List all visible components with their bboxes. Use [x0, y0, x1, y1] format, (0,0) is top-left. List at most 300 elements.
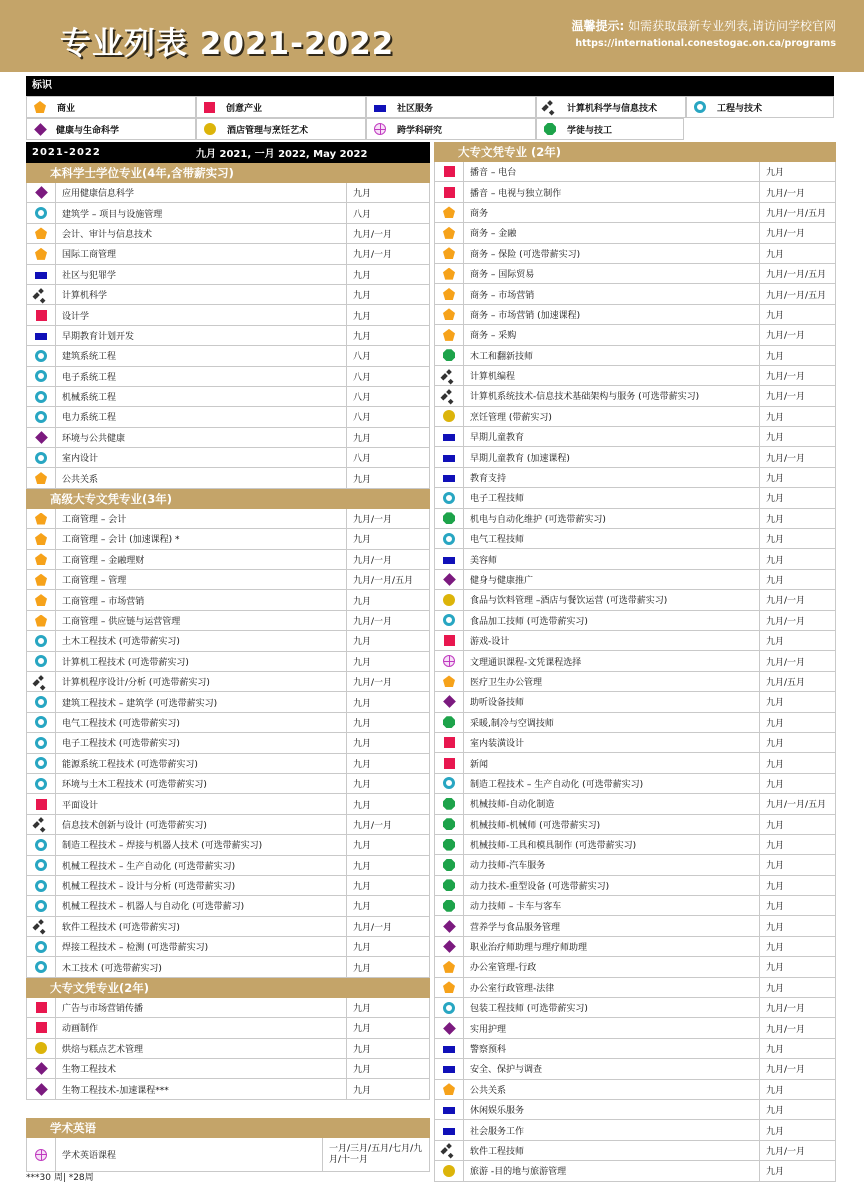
program-intake: 九月 — [766, 1167, 785, 1178]
program-intake: 九月 — [353, 291, 372, 302]
program-row — [26, 1059, 430, 1079]
hospitality-culinary-icon — [443, 1165, 455, 1177]
program-name: 工商管理 – 供应链与运营管理 — [56, 611, 347, 630]
program-row — [26, 550, 430, 570]
icon-cell — [27, 448, 56, 467]
program-name: 设计学 — [56, 305, 347, 324]
program-name: 实用护理 — [464, 1018, 760, 1037]
business-icon — [443, 308, 455, 320]
program-intake: 九月 — [353, 657, 372, 668]
program-row — [434, 305, 836, 325]
icon-cell — [27, 590, 56, 609]
legend-label: 创意产业 — [226, 103, 263, 114]
program-row — [26, 937, 430, 957]
icon-cell — [435, 570, 464, 589]
icon-cell — [435, 1141, 464, 1160]
creative-industries-icon — [444, 758, 455, 769]
legend-item — [686, 96, 834, 118]
footnote: ***30 周| *28周 — [26, 1173, 94, 1183]
icon-cell — [435, 998, 464, 1017]
icon-cell — [435, 794, 464, 813]
program-row — [26, 265, 430, 285]
program-name: 动画制作 — [56, 1018, 347, 1037]
program-intake: 九月 — [353, 433, 372, 444]
program-name: 商务 – 市场营销 — [464, 284, 760, 303]
program-name: 商务 – 市场营销 (加速课程) — [464, 305, 760, 324]
program-intake: 九月/一月 — [766, 372, 806, 383]
program-row — [26, 1018, 430, 1038]
program-name: 建筑工程技术 – 建筑学 (可选带薪实习) — [56, 692, 347, 711]
program-row — [434, 957, 836, 977]
program-name: 公共关系 — [464, 1080, 760, 1099]
business-icon — [35, 594, 47, 606]
program-name: 动力技师-汽车服务 — [464, 855, 760, 874]
program-name: 室内设计 — [56, 448, 347, 467]
program-intake: 九月 — [766, 249, 785, 260]
program-row — [434, 774, 836, 794]
program-row — [26, 856, 430, 876]
program-row — [26, 529, 430, 549]
icon-cell — [27, 631, 56, 650]
program-row — [434, 1039, 836, 1059]
program-row — [434, 815, 836, 835]
program-row — [26, 448, 430, 468]
engineering-icon — [35, 696, 47, 708]
program-intake: 八月 — [353, 372, 372, 383]
engineering-icon — [35, 370, 47, 382]
business-icon — [443, 961, 455, 973]
creative-industries-icon — [444, 187, 455, 198]
computer-it-icon — [35, 676, 47, 688]
program-name: 机械技师-自动化制造 — [464, 794, 760, 813]
icon-cell — [27, 570, 56, 589]
program-name: 动力技术-重型设备 (可选带薪实习) — [464, 876, 760, 895]
program-row — [26, 917, 430, 937]
icon-cell — [27, 957, 56, 976]
interdisciplinary-icon — [374, 123, 386, 135]
program-intake: 九月 — [353, 698, 372, 709]
program-row — [434, 794, 836, 814]
program-row — [26, 957, 430, 977]
right-column — [434, 142, 836, 1182]
icon-cell — [27, 387, 56, 406]
program-row — [26, 224, 430, 244]
program-name: 工商管理 – 会计 (加速课程) * — [56, 529, 347, 548]
icon-cell — [27, 1018, 56, 1037]
program-row — [434, 651, 836, 671]
program-row — [434, 753, 836, 773]
program-row — [434, 284, 836, 304]
community-services-icon — [35, 272, 47, 279]
program-name: 商务 – 金融 — [464, 223, 760, 242]
trades-apprenticeship-icon — [443, 879, 455, 891]
program-row — [26, 652, 430, 672]
health-life-sciences-icon — [35, 1083, 48, 1096]
creative-industries-icon — [444, 737, 455, 748]
program-row — [434, 346, 836, 366]
health-life-sciences-icon — [443, 573, 456, 586]
business-icon — [443, 675, 455, 687]
program-intake: 九月 — [766, 535, 785, 546]
icon-cell — [435, 1120, 464, 1139]
program-row — [26, 835, 430, 855]
engineering-icon — [35, 900, 47, 912]
icon-cell — [27, 774, 56, 793]
engineering-icon — [35, 716, 47, 728]
icon-cell — [435, 529, 464, 548]
program-name: 早期儿童教育 — [464, 427, 760, 446]
program-row — [434, 672, 836, 692]
program-name: 商务 — [464, 203, 760, 222]
program-row — [26, 590, 430, 610]
program-intake: 九月/一月 — [766, 1146, 806, 1157]
trades-apprenticeship-icon — [443, 798, 455, 810]
program-intake: 九月 — [353, 841, 372, 852]
creative-industries-icon — [204, 102, 215, 113]
program-name: 教育支持 — [464, 468, 760, 487]
icon-cell — [435, 325, 464, 344]
program-row — [434, 549, 836, 569]
engineering-icon — [35, 207, 47, 219]
icon-cell — [435, 753, 464, 772]
interdisciplinary-icon — [35, 1149, 47, 1161]
program-intake: 九月 — [353, 882, 372, 893]
program-row — [434, 631, 836, 651]
program-name: 新闻 — [464, 753, 760, 772]
program-row — [434, 733, 836, 753]
computer-it-icon — [443, 1144, 455, 1156]
icon-cell — [435, 182, 464, 201]
engineering-icon — [443, 492, 455, 504]
health-life-sciences-icon — [35, 186, 48, 199]
tip-text: 如需获取最新专业列表,请访问学校官网 — [628, 19, 836, 33]
program-row — [434, 244, 836, 264]
program-row — [434, 835, 836, 855]
business-icon — [443, 329, 455, 341]
icon-cell — [435, 203, 464, 222]
program-intake: 九月/一月 — [353, 515, 393, 526]
icon-cell — [435, 896, 464, 915]
program-row — [434, 998, 836, 1018]
program-intake: 九月/一月 — [766, 1004, 806, 1015]
legend-item — [26, 96, 196, 118]
diploma-left-section-title: 大专文凭专业(2年) — [26, 978, 430, 998]
program-name: 公共关系 — [56, 468, 347, 487]
icon-cell — [27, 244, 56, 263]
program-intake: 九月/一月 — [766, 1024, 806, 1035]
program-name: 医疗卫生办公管理 — [464, 672, 760, 691]
legend-label: 学徒与技工 — [567, 125, 613, 136]
program-intake: 九月/一月 — [766, 392, 806, 403]
community-services-icon — [443, 1066, 455, 1073]
creative-industries-icon — [36, 310, 47, 321]
icon-cell — [27, 203, 56, 222]
legend-item — [366, 118, 536, 140]
business-icon — [443, 981, 455, 993]
program-row — [26, 305, 430, 325]
program-intake: 九月 — [766, 963, 785, 974]
program-name: 食品与饮料管理 –酒店与餐饮运营 (可选带薪实习) — [464, 590, 760, 609]
creative-industries-icon — [36, 799, 47, 810]
program-intake: 九月 — [353, 311, 372, 322]
program-name: 应用健康信息科学 — [56, 183, 347, 202]
program-row — [434, 1100, 836, 1120]
program-name: 游戏-设计 — [464, 631, 760, 650]
website-link[interactable]: https://international.conestogac.on.ca/programs — [575, 38, 836, 49]
legend-item — [536, 96, 686, 118]
trades-apprenticeship-icon — [443, 512, 455, 524]
program-intake: 九月/一月 — [353, 820, 393, 831]
program-intake: 九月 — [766, 881, 785, 892]
program-name: 社区与犯罪学 — [56, 265, 347, 284]
business-icon — [35, 553, 47, 565]
engineering-icon — [35, 411, 47, 423]
icon-cell — [435, 713, 464, 732]
legend-label: 计算机科学与信息技术 — [567, 103, 658, 114]
program-intake: 九月 — [353, 1004, 372, 1015]
program-name: 能源系统工程技术 (可选带薪实习) — [56, 754, 347, 773]
icon-cell — [27, 468, 56, 487]
program-name: 采暖,制冷与空调技师 — [464, 713, 760, 732]
icon-cell — [435, 549, 464, 568]
program-row — [26, 367, 430, 387]
icon-cell — [27, 1138, 56, 1171]
program-row — [26, 326, 430, 346]
program-intake: 九月 — [353, 1024, 372, 1035]
business-icon — [443, 206, 455, 218]
business-icon — [35, 227, 47, 239]
program-name: 工商管理 – 管理 — [56, 570, 347, 589]
legend-item — [366, 96, 536, 118]
program-name: 机械工程技术 – 机器人与自动化 (可选带薪习) — [56, 896, 347, 915]
program-name: 警察预科 — [464, 1039, 760, 1058]
program-name: 电子工程技师 — [464, 488, 760, 507]
icon-cell — [435, 774, 464, 793]
business-icon — [443, 288, 455, 300]
program-name: 制造工程技术 – 焊接与机器人技术 (可选带薪实习) — [56, 835, 347, 854]
business-icon — [443, 247, 455, 259]
icon-cell — [435, 509, 464, 528]
program-name: 电气工程技术 (可选带薪实习) — [56, 713, 347, 732]
program-intake: 九月 — [353, 1044, 372, 1055]
program-name: 助听设备技师 — [464, 692, 760, 711]
icon-cell — [27, 1059, 56, 1078]
program-name: 健身与健康推广 — [464, 570, 760, 589]
program-intake: 一月/三月/五月/七月/九月/十一月 — [329, 1143, 423, 1165]
business-icon — [35, 574, 47, 586]
business-icon — [443, 268, 455, 280]
program-intake: 八月 — [353, 413, 372, 424]
icon-cell — [27, 367, 56, 386]
icon-cell — [435, 1018, 464, 1037]
program-row — [434, 182, 836, 202]
icon-cell — [27, 265, 56, 284]
program-name: 会计、审计与信息技术 — [56, 224, 347, 243]
icon-cell — [435, 488, 464, 507]
icon-cell — [435, 957, 464, 976]
program-name: 计算机科学 — [56, 285, 347, 304]
program-intake: 九月 — [766, 922, 785, 933]
program-intake: 九月 — [766, 555, 785, 566]
icon-cell — [27, 856, 56, 875]
program-intake: 九月 — [766, 841, 785, 852]
icon-cell — [27, 876, 56, 895]
program-name: 商务 – 保险 (可选带薪实习) — [464, 244, 760, 263]
program-intake: 九月 — [766, 820, 785, 831]
program-intake: 八月 — [353, 352, 372, 363]
icon-cell — [27, 754, 56, 773]
icon-cell — [435, 855, 464, 874]
legend-label: 社区服务 — [397, 103, 434, 114]
program-name: 商务 – 采购 — [464, 325, 760, 344]
program-row — [26, 672, 430, 692]
program-intake: 九月 — [353, 189, 372, 200]
program-intake: 九月 — [766, 943, 785, 954]
business-icon — [35, 248, 47, 260]
icon-cell — [435, 264, 464, 283]
program-intake: 九月/一月 — [353, 617, 393, 627]
program-row — [434, 978, 836, 998]
program-name: 安全、保护与调查 — [464, 1059, 760, 1078]
icon-cell — [435, 468, 464, 487]
program-intake: 九月 — [353, 270, 372, 281]
academic-year: 2021-2022 — [32, 147, 101, 158]
program-name: 动力技师 – 卡车与客车 — [464, 896, 760, 915]
program-name: 机械工程技术 – 生产自动化 (可选带薪实习) — [56, 856, 347, 875]
community-services-icon — [443, 455, 455, 462]
program-name: 机电与自动化维护 (可选带薪实习) — [464, 509, 760, 528]
program-row — [26, 794, 430, 814]
program-name: 电子工程技术 (可选带薪实习) — [56, 733, 347, 752]
trades-apprenticeship-icon — [443, 839, 455, 851]
program-intake: 八月 — [353, 209, 372, 220]
program-row — [26, 631, 430, 651]
engineering-icon — [35, 635, 47, 647]
icon-cell — [27, 1039, 56, 1058]
icon-cell — [435, 447, 464, 466]
program-row — [26, 428, 430, 448]
advanced-diploma-section-title: 高级大专文凭专业(3年) — [26, 489, 430, 509]
tip-label: 温馨提示: — [571, 19, 625, 33]
icon-cell — [435, 1080, 464, 1099]
program-name: 工商管理 – 金融理财 — [56, 550, 347, 569]
program-row — [434, 162, 836, 182]
business-icon — [443, 227, 455, 239]
icon-cell — [27, 692, 56, 711]
program-intake: 九月 — [353, 902, 372, 913]
program-intake: 九月 — [353, 861, 372, 872]
program-row — [26, 183, 430, 203]
trades-apprenticeship-icon — [544, 123, 556, 135]
program-row — [434, 692, 836, 712]
icon-cell — [435, 386, 464, 405]
program-name: 生物工程技术-加速课程*** — [56, 1079, 347, 1098]
program-intake: 九月 — [766, 412, 785, 423]
program-name: 室内装潢设计 — [464, 733, 760, 752]
program-name: 社会服务工作 — [464, 1120, 760, 1139]
hospitality-culinary-icon — [204, 123, 216, 135]
legend-item — [26, 118, 196, 140]
program-name: 广告与市场营销传播 — [56, 998, 347, 1017]
trades-apprenticeship-icon — [443, 859, 455, 871]
program-name: 包装工程技师 (可选带薪实习) — [464, 998, 760, 1017]
program-intake: 九月 — [353, 800, 372, 811]
diploma-right-section-title: 大专文凭专业 (2年) — [434, 142, 836, 162]
program-row — [434, 447, 836, 467]
program-intake: 九月 — [766, 779, 785, 790]
icon-cell — [27, 713, 56, 732]
program-row — [434, 264, 836, 284]
icon-cell — [435, 733, 464, 752]
program-intake: 九月 — [353, 759, 372, 770]
program-row — [434, 1018, 836, 1038]
program-name: 木工技术 (可选带薪实习) — [56, 957, 347, 976]
engineering-icon — [35, 350, 47, 362]
program-intake: 九月 — [766, 1085, 785, 1096]
icon-cell — [435, 366, 464, 385]
program-intake: 九月 — [766, 1126, 785, 1137]
program-intake: 九月/一月 — [766, 331, 806, 342]
program-name: 焊接工程技术 – 检测 (可选带薪实习) — [56, 937, 347, 956]
program-row — [26, 998, 430, 1018]
community-services-icon — [35, 333, 47, 340]
program-intake: 九月 — [353, 331, 372, 342]
computer-it-icon — [544, 101, 556, 113]
program-row — [434, 590, 836, 610]
community-services-icon — [443, 475, 455, 482]
legend-item — [196, 96, 366, 118]
program-intake: 九月/一月 — [353, 250, 393, 261]
program-name: 烘焙与糕点艺术管理 — [56, 1039, 347, 1058]
business-icon — [35, 472, 47, 484]
trades-apprenticeship-icon — [443, 349, 455, 361]
icon-cell — [27, 896, 56, 915]
icon-cell — [435, 1059, 464, 1078]
creative-industries-icon — [36, 1002, 47, 1013]
program-row — [434, 713, 836, 733]
program-row — [26, 509, 430, 529]
engineering-icon — [35, 757, 47, 769]
program-name: 职业治疗师助理与理疗师助理 — [464, 937, 760, 956]
engineering-icon — [35, 941, 47, 953]
program-row — [26, 896, 430, 916]
icon-cell — [27, 305, 56, 324]
icon-cell — [27, 998, 56, 1017]
program-name: 机械工程技术 – 设计与分析 (可选带薪实习) — [56, 876, 347, 895]
legend-label: 工程与技术 — [717, 103, 763, 114]
program-name: 营养学与食品服务管理 — [464, 916, 760, 935]
engineering-icon — [35, 961, 47, 973]
program-intake: 九月 — [353, 1065, 372, 1076]
program-row — [434, 570, 836, 590]
program-name: 环境与土木工程技术 (可选带薪实习) — [56, 774, 347, 793]
program-intake: 九月 — [766, 1106, 785, 1117]
program-row — [434, 937, 836, 957]
icon-cell — [435, 611, 464, 630]
legend-title: 标识 — [26, 76, 834, 96]
creative-industries-icon — [36, 1022, 47, 1033]
program-name: 国际工商管理 — [56, 244, 347, 263]
program-row — [26, 570, 430, 590]
intake-dates: 九月 2021, 一月 2022, May 2022 — [196, 149, 368, 160]
icon-cell — [435, 672, 464, 691]
program-name: 电力系统工程 — [56, 407, 347, 426]
icon-cell — [27, 917, 56, 936]
engineering-icon — [694, 101, 706, 113]
icon-cell — [435, 651, 464, 670]
program-intake: 九月 — [766, 739, 785, 750]
program-name: 学术英语课程 — [56, 1138, 323, 1171]
